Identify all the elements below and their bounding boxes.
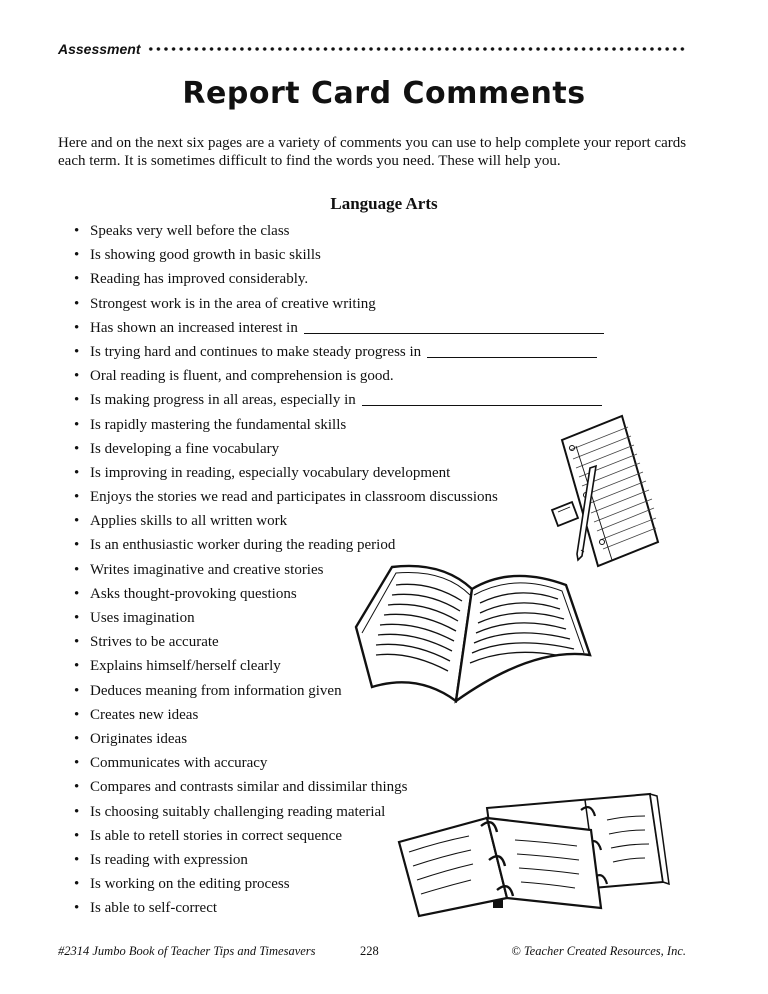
list-item	[74, 340, 604, 364]
bullet-icon: •	[74, 416, 80, 433]
list-item	[74, 751, 604, 775]
bullet-icon: •	[74, 803, 80, 820]
comment-text: Explains himself/herself clearly	[90, 658, 281, 675]
bullet-icon: •	[74, 658, 80, 675]
comment-text: Deduces meaning from information given	[90, 682, 342, 699]
comment-text: Oral reading is fluent, and comprehension is good.	[90, 368, 394, 385]
footer-copyright: © Teacher Created Resources, Inc.	[511, 944, 686, 958]
list-item	[74, 485, 604, 509]
list-item	[74, 533, 604, 557]
page-header	[58, 38, 688, 60]
list-item	[74, 267, 604, 291]
bullet-icon: •	[74, 440, 80, 457]
bullet-icon: •	[74, 610, 80, 626]
bullet-icon: •	[74, 537, 80, 554]
comment-text: Writes imaginative and creative stories	[90, 561, 324, 578]
front-binder-icon	[399, 818, 601, 916]
comment-text: Enjoys the stories we read and participates in classroom discussions	[90, 489, 498, 506]
list-item	[74, 292, 604, 316]
bullet-icon: •	[74, 851, 80, 868]
comment-text: Is able to retell stories in correct sequence	[90, 827, 342, 844]
page-title: Report Card Comments	[182, 76, 586, 111]
bullet-icon: •	[74, 561, 80, 578]
comment-text: Is making progress in all areas, especially in	[90, 392, 356, 409]
bullet-icon: •	[74, 827, 80, 844]
comment-text: Is improving in reading, especially vocabulary development	[90, 464, 451, 481]
comment-text: Speaks very well before the class	[90, 223, 290, 239]
open-book-illustration	[352, 555, 594, 705]
intro-paragraph: Here and on the next six pages are a variety of comments you can use to help complete your report cards each term. It is sometimes difficult to find the words you need. These will help you.	[58, 135, 687, 169]
comment-text: Is showing good growth in basic skills	[90, 247, 321, 264]
list-item	[74, 219, 604, 243]
bullet-icon: •	[74, 247, 80, 264]
bullet-icon: •	[74, 464, 80, 481]
list-item	[74, 388, 604, 412]
comment-text: Strives to be accurate	[90, 634, 219, 651]
bullet-icon: •	[74, 585, 80, 602]
bullet-icon: •	[74, 368, 80, 385]
fill-in-blank[interactable]	[427, 343, 597, 358]
bullet-icon: •	[74, 295, 80, 312]
bullet-icon: •	[74, 343, 80, 360]
fill-in-blank[interactable]	[362, 391, 602, 406]
list-item	[74, 727, 604, 751]
list-item	[74, 243, 604, 267]
comment-text: Is reading with expression	[90, 851, 248, 868]
list-item	[74, 703, 604, 727]
list-item	[74, 413, 604, 437]
bullet-icon: •	[74, 513, 80, 530]
list-item	[74, 316, 604, 340]
bullet-icon: •	[74, 392, 80, 409]
comment-text: Originates ideas	[90, 730, 188, 747]
comment-text: Is rapidly mastering the fundamental skills	[90, 416, 347, 433]
comment-text: Is trying hard and continues to make steady progress in	[90, 343, 422, 360]
comment-text: Has shown an increased interest in	[90, 319, 298, 336]
comment-text: Is able to self-correct	[90, 900, 218, 917]
binder-notebooks-illustration	[395, 790, 670, 918]
footer-page-number: 228	[360, 944, 379, 958]
footer-book-title: #2314 Jumbo Book of Teacher Tips and Timesavers	[58, 944, 316, 958]
bullet-icon: •	[74, 730, 80, 747]
comment-text: Is working on the editing process	[90, 876, 290, 893]
bullet-icon: •	[74, 682, 80, 699]
bullet-icon: •	[74, 900, 80, 917]
list-item	[74, 509, 604, 533]
list-item	[74, 437, 604, 461]
bullet-icon: •	[74, 755, 80, 772]
comment-text: Communicates with accuracy	[90, 755, 268, 772]
list-item	[74, 364, 604, 388]
bullet-icon: •	[74, 876, 80, 893]
comment-text: Strongest work is in the area of creative writing	[90, 295, 376, 312]
comment-text: Is choosing suitably challenging reading material	[90, 803, 386, 820]
bullet-icon: •	[74, 634, 80, 651]
bullet-icon: •	[74, 489, 80, 506]
bullet-icon: •	[74, 223, 80, 239]
header-label: Assessment	[58, 41, 141, 57]
comment-text: Is an enthusiastic worker during the reading period	[90, 537, 396, 554]
eraser-icon	[552, 502, 578, 526]
bullet-icon: •	[74, 779, 80, 796]
notebook-paper-illustration	[548, 410, 660, 570]
comment-text: Creates new ideas	[90, 706, 199, 723]
open-book-icon	[356, 566, 590, 701]
list-item	[74, 461, 604, 485]
comment-text: Applies skills to all written work	[90, 513, 288, 530]
comment-text: Reading has improved considerably.	[90, 271, 309, 288]
comment-text: Compares and contrasts similar and dissimilar things	[90, 779, 408, 796]
comment-text: Is developing a fine vocabulary	[90, 440, 280, 457]
section-heading: Language Arts	[330, 194, 438, 213]
dotted-rule	[147, 46, 689, 52]
bullet-icon: •	[74, 706, 80, 723]
bullet-icon: •	[74, 271, 80, 288]
paper-icon	[562, 416, 658, 566]
comment-text: Asks thought-provoking questions	[90, 585, 297, 602]
fill-in-blank[interactable]	[304, 319, 604, 334]
bullet-icon: •	[74, 319, 80, 336]
comment-text: Uses imagination	[90, 610, 195, 626]
